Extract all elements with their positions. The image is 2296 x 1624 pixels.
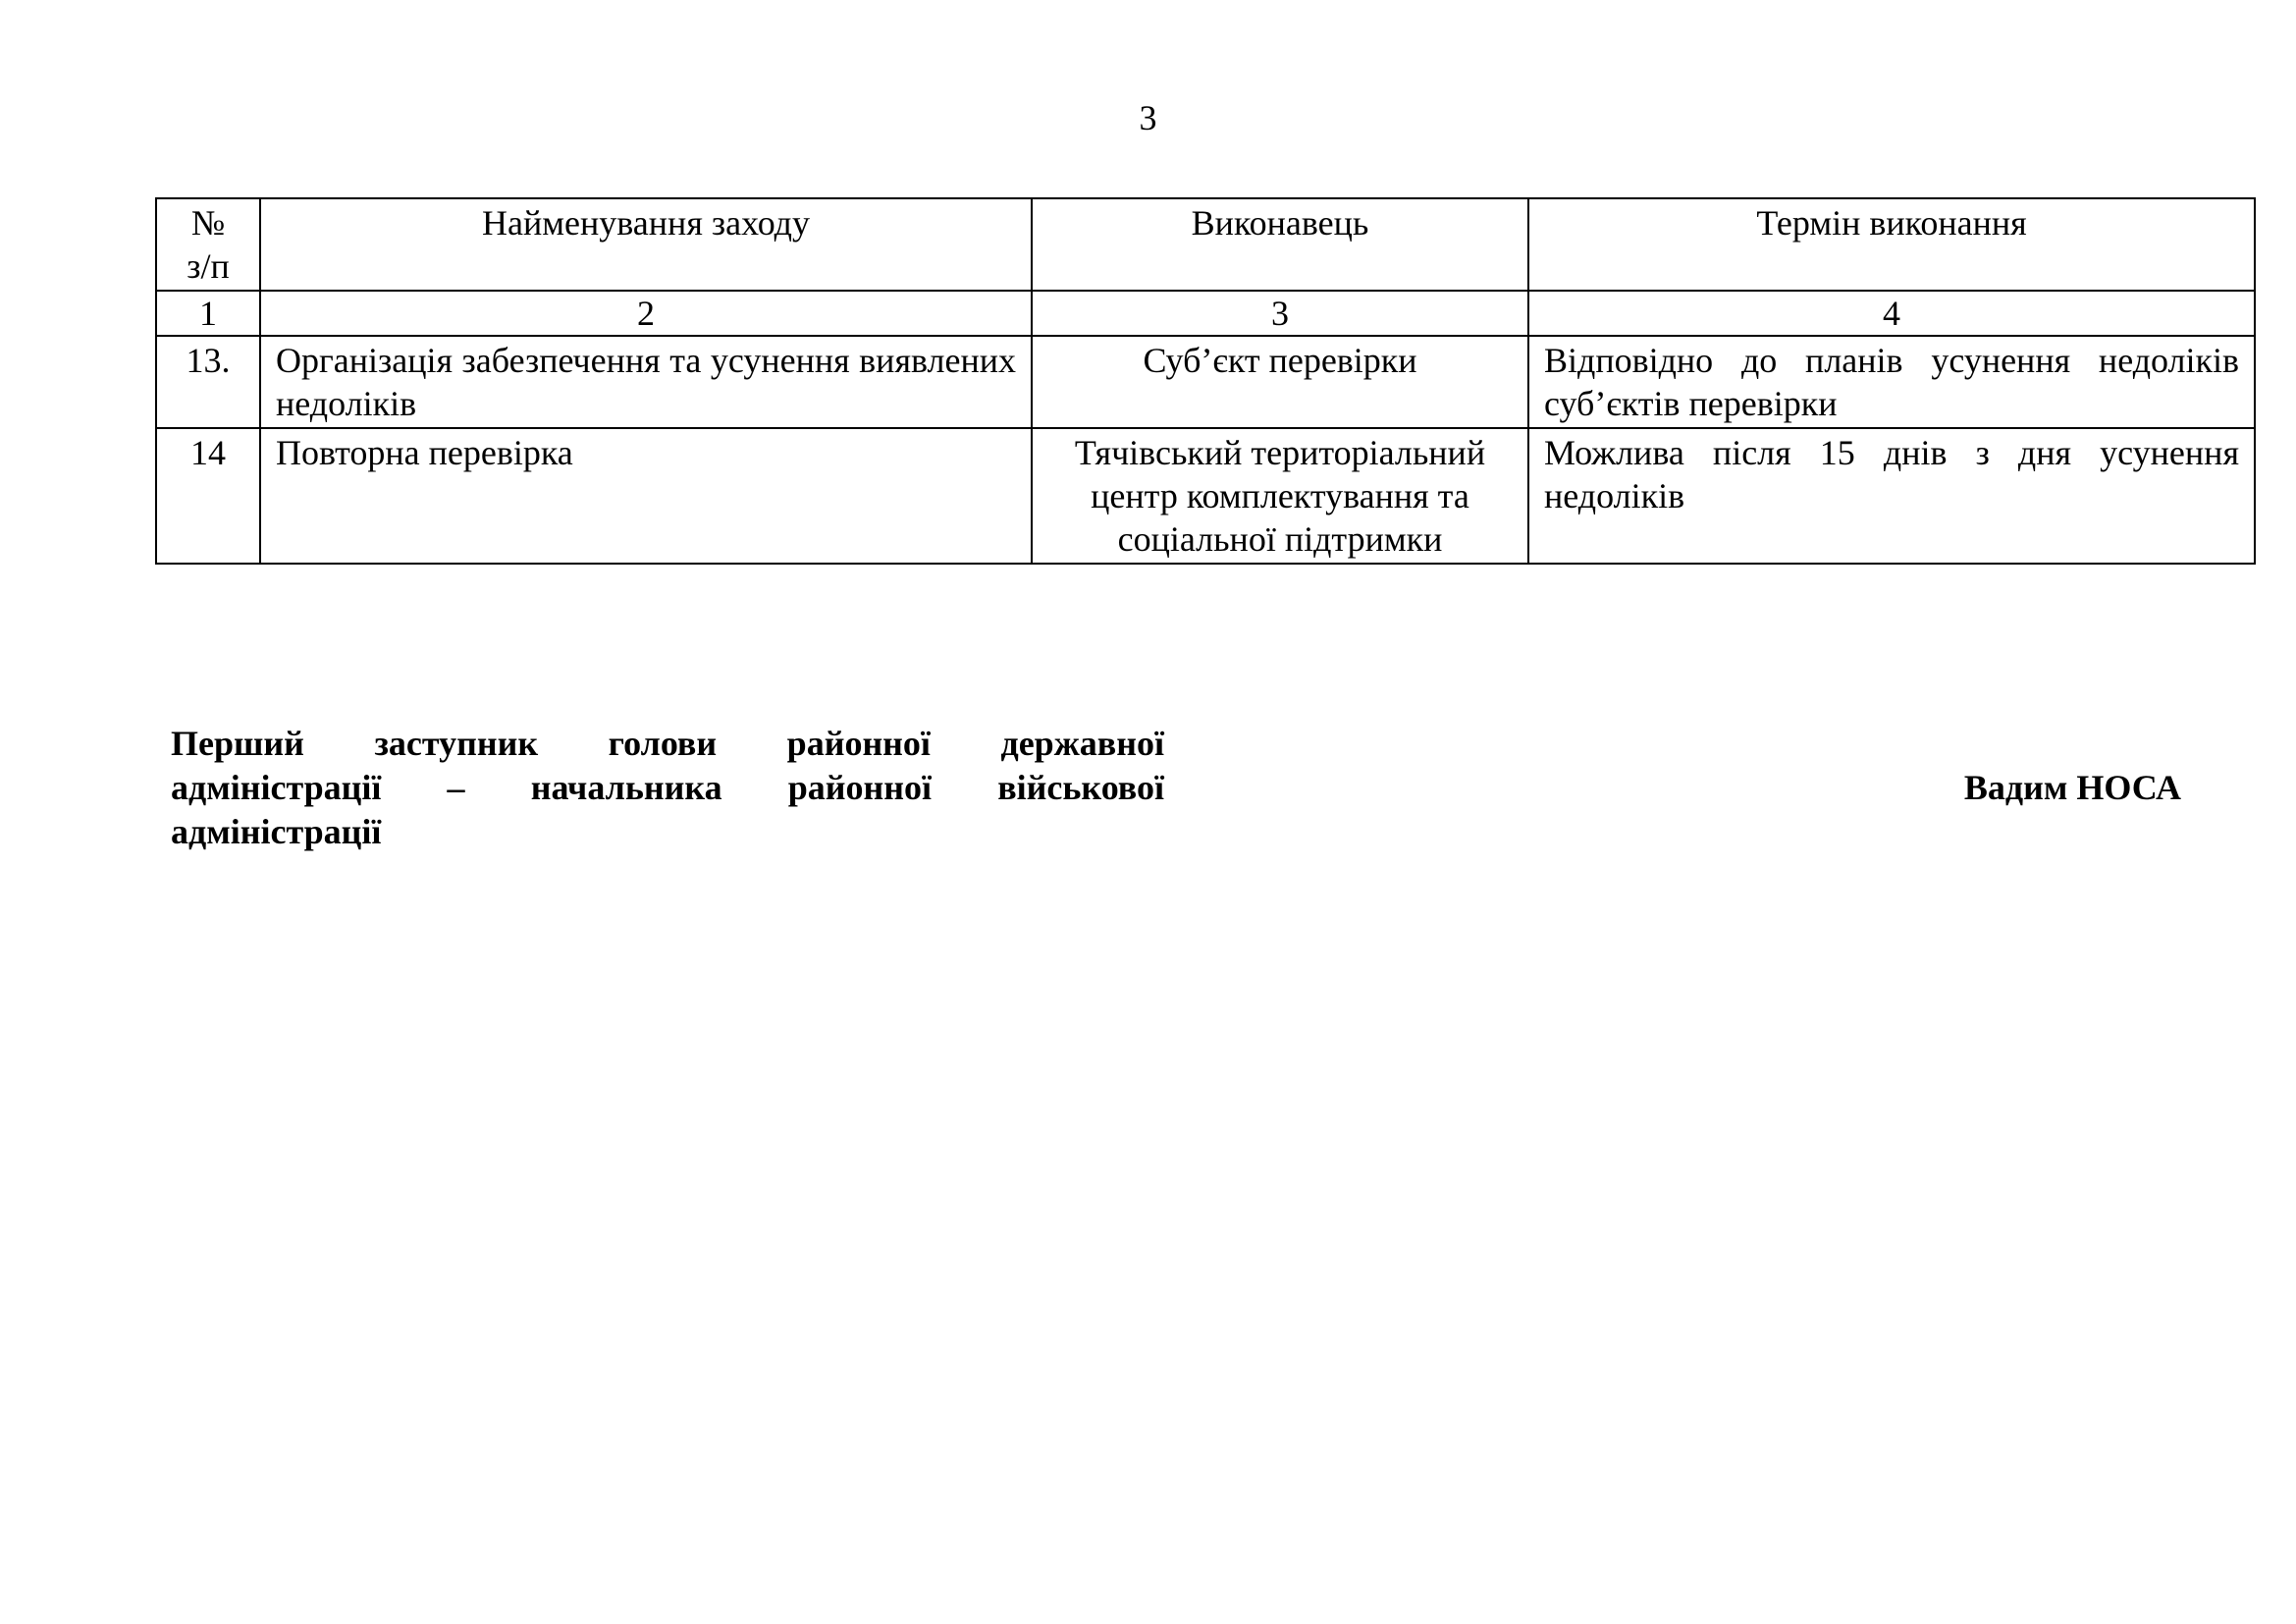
header-executor: Виконавець xyxy=(1032,198,1528,291)
row-executor: Тячівський територіальний центр комплектування та соціальної підтримки xyxy=(1032,428,1528,564)
header-deadline: Термін виконання xyxy=(1528,198,2255,291)
signature-position-line: адміністрації – начальника районної військової xyxy=(171,768,1164,807)
header-number xyxy=(156,198,260,291)
column-index: 3 xyxy=(1032,291,1528,336)
column-index: 2 xyxy=(260,291,1032,336)
measures-table xyxy=(155,197,2256,565)
signature-position-line: Перший заступник голови районної державної xyxy=(171,724,1164,763)
column-index: 1 xyxy=(156,291,260,336)
header-number-abbr: з/п xyxy=(187,246,230,286)
row-deadline: Відповідно до планів усунення недоліків суб’єктів перевірки xyxy=(1528,336,2255,428)
row-number: 14 xyxy=(156,428,260,564)
row-measure-name: Повторна перевірка xyxy=(260,428,1032,564)
table-column-index-row xyxy=(156,291,2255,336)
signature-position-line: адміністрації xyxy=(171,812,382,851)
row-number: 13. xyxy=(156,336,260,428)
page-number: 3 xyxy=(1139,98,1157,137)
table-row xyxy=(156,428,2255,564)
column-index: 4 xyxy=(1528,291,2255,336)
table-header-row xyxy=(156,198,2255,291)
signer-name: Вадим НОСА xyxy=(1963,768,2181,807)
header-measure-name: Найменування заходу xyxy=(260,198,1032,291)
row-deadline: Можлива після 15 днів з дня усунення недоліків xyxy=(1528,428,2255,564)
row-measure-name: Організація забезпечення та усунення виявлених недоліків xyxy=(260,336,1032,428)
table-row xyxy=(156,336,2255,428)
signature-position xyxy=(171,722,1164,854)
header-number-sign: № xyxy=(190,203,226,243)
row-executor: Суб’єкт перевірки xyxy=(1032,336,1528,428)
